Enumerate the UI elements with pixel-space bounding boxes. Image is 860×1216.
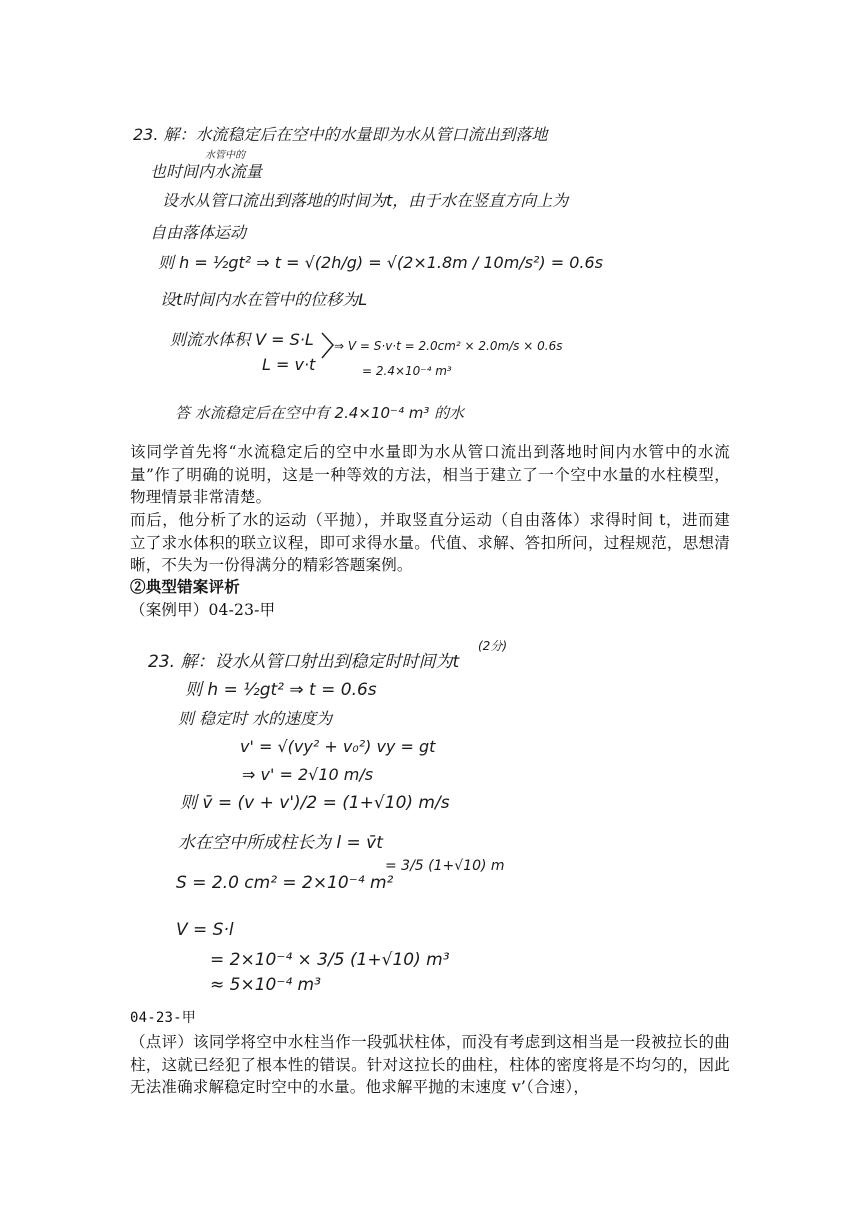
- hw2-line9: S = 2.0 cm² = 2×10⁻⁴ m²: [176, 873, 394, 893]
- hw1-line1: 23. 解：水流稳定后在空中的水量即为水从管口流出到落地: [133, 125, 548, 144]
- hw2-line8: = 3/5 (1+√10) m: [385, 858, 505, 874]
- hw1-line7b: ⇒ V = S·v·t = 2.0cm² × 2.0m/s × 0.6s: [334, 339, 563, 353]
- hw1-line4: 自由落体运动: [150, 223, 247, 242]
- commentary-paragraph-3: （点评）该同学将空中水柱当作一段弧状柱体，而没有考虑到这相当是一段被拉长的曲柱，这就已经犯了根本性的错误。针对这拉长的曲柱，柱体的密度将是不均匀的，因此无法准确求解稳定时空中的水量。他求解平抛的末速度 v’（合速），: [130, 1033, 730, 1096]
- case-label: （案例甲）04-23-甲: [130, 601, 276, 619]
- hw1-line10: 答 水流稳定后在空中有 2.4×10⁻⁴ m³ 的水: [175, 404, 465, 422]
- hw1-line6: 设t时间内水在管中的位移为L: [160, 290, 368, 309]
- hw2-score: (2分): [478, 639, 507, 653]
- hw2-line4: v' = √(vy² + v₀²) vy = gt: [240, 737, 436, 756]
- commentary-paragraph-1: 该同学首先将“水流稳定后的空中水量即为水从管口流出到落地时间内水管中的水流量”作了明确的说明，这是一种等效的方法，相当于建立了一个空中水量的水柱模型，物理情景非常清楚。: [130, 443, 730, 506]
- hw2-line10: V = S·l: [176, 920, 234, 940]
- section-heading: ②典型错案评析: [130, 577, 240, 596]
- commentary-paragraph-2: 而后，他分析了水的运动（平抛），并取竖直分运动（自由落体）求得时间 t，进而建立了求水体积的联立议程，即可求得水量。代值、求解、答扣所问，过程规范，思想清晰，不失为一份得满分的精彩答题案例。: [130, 511, 730, 574]
- hw2-line2: 则 h = ½gt² ⇒ t = 0.6s: [185, 680, 377, 700]
- figure-caption: 04-23-甲: [130, 1010, 196, 1026]
- hw1-line2: 也时间内水流量: [150, 162, 263, 181]
- hw1-line3: 设水从管口流出到落地的时间为t，由于水在竖直方向上为: [162, 191, 569, 210]
- hw2-line3: 则 稳定时 水的速度为: [178, 709, 333, 728]
- hw2-line1: 23. 解：设水从管口射出到稳定时时间为t: [148, 652, 460, 672]
- hw1-line7: 则流水体积 V = S·L: [170, 330, 314, 349]
- hw2-line7: 水在空中所成柱长为 l = v̄t: [178, 833, 383, 853]
- hw1-line9: = 2.4×10⁻⁴ m³: [362, 364, 452, 378]
- hw2-line12: ≈ 5×10⁻⁴ m³: [210, 975, 321, 995]
- hw2-line5: ⇒ v' = 2√10 m/s: [242, 765, 374, 784]
- hw1-line5: 则 h = ½gt² ⇒ t = √(2h/g) = √(2×1.8m / 10m/s²) = 0.6s: [158, 253, 604, 272]
- hw1-line8: L = v·t: [262, 355, 316, 374]
- hw2-line6: 则 v̄ = (v + v')/2 = (1+√10) m/s: [180, 793, 450, 813]
- hw1-line1a: 水管中的: [205, 150, 245, 161]
- hw2-line11: = 2×10⁻⁴ × 3/5 (1+√10) m³: [210, 950, 450, 970]
